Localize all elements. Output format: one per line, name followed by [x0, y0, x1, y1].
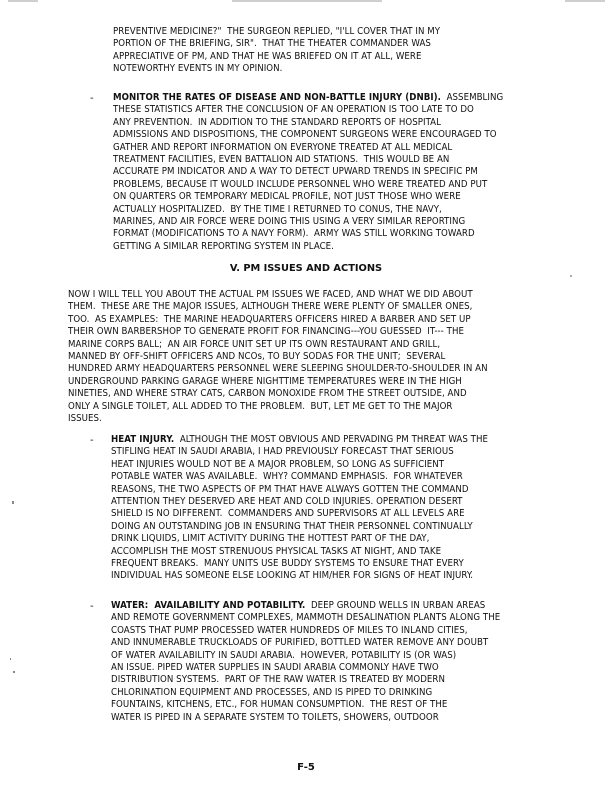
bullet-heat-injury [111, 434, 488, 583]
bullet-title: HEAT INJURY. [111, 434, 175, 445]
text-line: AND INNUMERABLE TRUCKLOADS OF PURIFIED, BOTTLED WATER REMOVE ANY DOUBT [111, 637, 489, 649]
text-line: POTABLE WATER WAS AVAILABLE. WHY? COMMAND EMPHASIS. FOR WHATEVER [111, 471, 463, 483]
text-line: MANNED BY OFF-SHIFT OFFICERS AND NCOs, TO BUY SODAS FOR THE UNIT; SEVERAL [68, 351, 446, 363]
bullet-title: WATER: AVAILABILITY AND POTABILITY. [111, 600, 306, 611]
text-line: PREVENTIVE MEDICINE?" THE SURGEON REPLIED, "I'LL COVER THAT IN MY [113, 26, 441, 37]
text-line: NOTEWORTHY EVENTS IN MY OPINION. [113, 63, 283, 75]
section-paragraph [68, 289, 488, 425]
intro-paragraph [113, 26, 440, 76]
text-line: TOO. AS EXAMPLES: THE MARINE HEADQUARTERS OFFICERS HIRED A BARBER AND SET UP [68, 313, 471, 325]
text-line: APPRECIATIVE OF PM, AND THAT HE WAS BRIEFED ON IT AT ALL, WERE [113, 50, 422, 62]
text-line: GATHER AND REPORT INFORMATION ON EVERYONE TREATED AT ALL MEDICAL [113, 141, 453, 153]
text-line: CHLORINATION EQUIPMENT AND PROCESSES, AND IS PIPED TO DRINKING [111, 686, 433, 698]
bullet-title: MONITOR THE RATES OF DISEASE AND NON-BATTLE INJURY (DNBI). [113, 92, 441, 103]
scan-speck [12, 501, 14, 504]
scan-speck [570, 275, 572, 277]
bullet-dash: - [90, 601, 94, 612]
text-line: REASONS, THE TWO ASPECTS OF PM THAT HAVE ALWAYS GOTTEN THE COMMAND [111, 483, 469, 495]
text-line: HEAT INJURIES WOULD NOT BE A MAJOR PROBLEM, SO LONG AS SUFFICIENT [111, 458, 445, 470]
text-line: MARINES, AND AIR FORCE WERE DOING THIS USING A VERY SIMILAR REPORTING [113, 216, 466, 228]
text-line: ATTENTION THEY DESERVED ARE HEAT AND COLD INJURIES. OPERATION DESERT [111, 496, 463, 508]
text-line: UNDERGROUND PARKING GARAGE WHERE NIGHTTIME TEMPERATURES WERE IN THE HIGH [68, 375, 462, 387]
text-line: FREQUENT BREAKS. MANY UNITS USE BUDDY SYSTEMS TO ENSURE THAT EVERY [111, 558, 464, 570]
scan-edge-mark [565, 0, 605, 2]
bullet-dash: - [90, 435, 94, 446]
text-line: HUNDRED ARMY HEADQUARTERS PERSONNEL WERE SLEEPING SHOULDER-TO-SHOULDER IN AN [68, 363, 488, 375]
text-line: ACTUALLY HOSPITALIZED. BY THE TIME I RETURNED TO CONUS, THE NAVY, [113, 203, 442, 215]
text-line: STIFLING HEAT IN SAUDI ARABIA, I HAD PREVIOUSLY FORECAST THAT SERIOUS [111, 446, 454, 458]
text-fragment: ASSEMBLING [440, 92, 504, 103]
text-fragment: ALTHOUGH THE MOST OBVIOUS AND PERVADING PM THREAT WAS THE [174, 434, 489, 445]
text-line: NOW I WILL TELL YOU ABOUT THE ACTUAL PM ISSUES WE FACED, AND WHAT WE DID ABOUT [68, 289, 473, 300]
text-line: PROBLEMS, BECAUSE IT WOULD INCLUDE PERSONNEL WHO WERE TREATED AND PUT [113, 178, 488, 190]
text-line: ANY PREVENTION. IN ADDITION TO THE STANDARD REPORTS OF HOSPITAL [113, 116, 441, 128]
text-line: ON QUARTERS OR TEMPORARY MEDICAL PROFILE, NOT JUST THOSE WHO WERE [113, 191, 461, 203]
text-line: INDIVIDUAL HAS SOMEONE ELSE LOOKING AT HIM/HER FOR SIGNS OF HEAT INJURY. [111, 570, 473, 582]
text-line: DRINK LIQUIDS, LIMIT ACTIVITY DURING THE HOTTEST PART OF THE DAY, [111, 533, 430, 545]
bullet-dnbi [113, 92, 503, 253]
text-line: THEIR OWN BARBERSHOP TO GENERATE PROFIT FOR FINANCING---YOU GUESSED IT--- THE [68, 326, 464, 338]
text-line: AND REMOTE GOVERNMENT COMPLEXES, MAMMOTH DESALINATION PLANTS ALONG THE [111, 612, 501, 624]
text-line: THEM. THESE ARE THE MAJOR ISSUES, ALTHOUGH THERE WERE PLENTY OF SMALLER ONES, [68, 301, 473, 313]
text-line: SHIELD IS NO DIFFERENT. COMMANDERS AND SUPERVISORS AT ALL LEVELS ARE [111, 508, 465, 520]
bullet-dash: - [90, 93, 94, 104]
scan-edge-mark [8, 0, 38, 2]
text-line: GETTING A SIMILAR REPORTING SYSTEM IN PLACE. [113, 240, 334, 252]
text-line: DISTRIBUTION SYSTEMS. PART OF THE RAW WATER IS TREATED BY MODERN [111, 674, 445, 686]
scan-speck [10, 658, 11, 660]
text-line: DOING AN OUTSTANDING JOB IN ENSURING THAT THEIR PERSONNEL CONTINUALLY [111, 520, 473, 532]
text-line: FORMAT (MODIFICATIONS TO A NAVY FORM). ARMY WAS STILL WORKING TOWARD [113, 228, 475, 240]
section-heading: V. PM ISSUES AND ACTIONS [229, 263, 383, 274]
text-line: NINETIES, AND WHERE STRAY CATS, CARBON MONOXIDE FROM THE STREET OUTSIDE, AND [68, 388, 467, 400]
text-line: WATER IS PIPED IN A SEPARATE SYSTEM TO TOILETS, SHOWERS, OUTDOOR [111, 711, 439, 723]
text-line: TREATMENT FACILITIES, EVEN BATTALION AID STATIONS. THIS WOULD BE AN [113, 154, 450, 166]
text-line: ACCURATE PM INDICATOR AND A WAY TO DETECT UPWARD TRENDS IN SPECIFIC PM [113, 166, 478, 178]
text-line: FOUNTAINS, KITCHENS, ETC., FOR HUMAN CONSUMPTION. THE REST OF THE [111, 699, 448, 711]
text-line: ADMISSIONS AND DISPOSITIONS, THE COMPONENT SURGEONS WERE ENCOURAGED TO [113, 129, 497, 141]
text-line: PORTION OF THE BRIEFING, SIR". THAT THE THEATER COMMANDER WAS [113, 38, 431, 50]
text-line: OF WATER AVAILABILITY IN SAUDI ARABIA. HOWEVER, POTABILITY IS (OR WAS) [111, 649, 457, 661]
text-line: COASTS THAT PUMP PROCESSED WATER HUNDREDS OF MILES TO INLAND CITIES, [111, 624, 468, 636]
text-line: AN ISSUE. PIPED WATER SUPPLIES IN SAUDI ARABIA COMMONLY HAVE TWO [111, 662, 439, 674]
scan-edge-mark [232, 0, 382, 2]
text-fragment: DEEP GROUND WELLS IN URBAN AREAS [305, 600, 486, 611]
text-line: THESE STATISTICS AFTER THE CONCLUSION OF AN OPERATION IS TOO LATE TO DO [113, 104, 474, 116]
page-number: F-5 [297, 762, 315, 773]
scan-speck [13, 671, 15, 673]
text-line: ACCOMPLISH THE MOST STRENUOUS PHYSICAL TASKS AT NIGHT, AND TAKE [111, 545, 442, 557]
text-line: MARINE CORPS BALL; AN AIR FORCE UNIT SET UP ITS OWN RESTAURANT AND GRILL, [68, 338, 441, 350]
text-line: ISSUES. [68, 413, 102, 425]
bullet-water [111, 600, 500, 724]
text-line: ONLY A SINGLE TOILET, ALL ADDED TO THE PROBLEM. BUT, LET ME GET TO THE MAJOR [68, 400, 453, 412]
